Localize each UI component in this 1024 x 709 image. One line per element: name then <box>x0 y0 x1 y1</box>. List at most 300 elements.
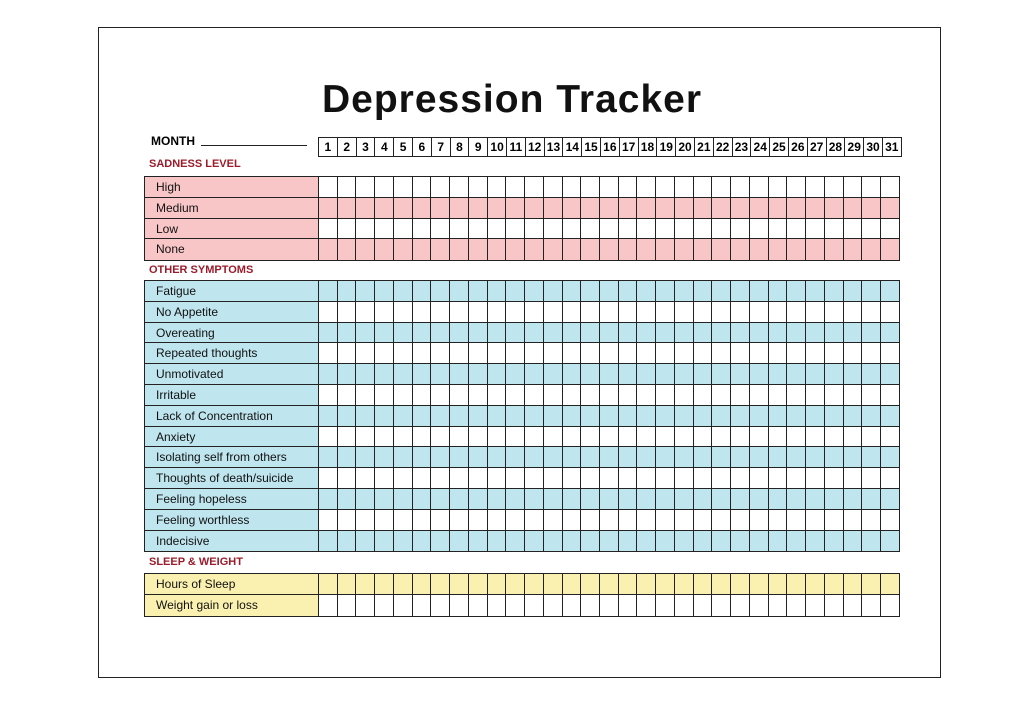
day-cell[interactable] <box>712 239 731 260</box>
day-cell[interactable] <box>413 447 432 467</box>
day-cell[interactable] <box>338 406 357 426</box>
day-cell[interactable] <box>450 406 469 426</box>
day-cell[interactable] <box>694 343 713 363</box>
day-cell[interactable] <box>675 510 694 530</box>
day-cell[interactable] <box>637 281 656 301</box>
day-cell[interactable] <box>656 531 675 552</box>
day-cell[interactable] <box>844 574 863 594</box>
day-cell[interactable] <box>619 574 638 594</box>
day-cell[interactable] <box>431 574 450 594</box>
day-cell[interactable] <box>413 302 432 322</box>
day-cell[interactable] <box>431 281 450 301</box>
day-cell[interactable] <box>825 531 844 552</box>
day-cell[interactable] <box>600 574 619 594</box>
day-cell[interactable] <box>806 364 825 384</box>
day-cell[interactable] <box>787 531 806 552</box>
day-cell[interactable] <box>712 302 731 322</box>
day-cell[interactable] <box>769 281 788 301</box>
day-cell[interactable] <box>525 177 544 197</box>
day-cell[interactable] <box>825 510 844 530</box>
day-cell[interactable] <box>394 323 413 343</box>
day-cell[interactable] <box>844 427 863 447</box>
day-cell[interactable] <box>637 198 656 218</box>
day-cell[interactable] <box>600 343 619 363</box>
day-cell[interactable] <box>525 447 544 467</box>
day-cell[interactable] <box>319 406 338 426</box>
day-cell[interactable] <box>806 510 825 530</box>
day-cell[interactable] <box>862 510 881 530</box>
day-cell[interactable] <box>712 281 731 301</box>
day-cell[interactable] <box>431 239 450 260</box>
day-cell[interactable] <box>844 510 863 530</box>
day-cell[interactable] <box>544 574 563 594</box>
day-cell[interactable] <box>506 281 525 301</box>
day-cell[interactable] <box>469 219 488 239</box>
day-cell[interactable] <box>338 595 357 616</box>
day-cell[interactable] <box>731 447 750 467</box>
day-cell[interactable] <box>844 177 863 197</box>
day-cell[interactable] <box>413 364 432 384</box>
day-cell[interactable] <box>769 595 788 616</box>
day-cell[interactable] <box>769 302 788 322</box>
day-cell[interactable] <box>375 574 394 594</box>
day-cell[interactable] <box>450 302 469 322</box>
day-cell[interactable] <box>563 385 582 405</box>
day-cell[interactable] <box>619 343 638 363</box>
day-cell[interactable] <box>881 323 899 343</box>
day-cell[interactable] <box>319 239 338 260</box>
day-cell[interactable] <box>787 574 806 594</box>
day-cell[interactable] <box>637 239 656 260</box>
day-cell[interactable] <box>544 323 563 343</box>
day-cell[interactable] <box>637 177 656 197</box>
day-cell[interactable] <box>581 574 600 594</box>
day-cell[interactable] <box>712 489 731 509</box>
day-cell[interactable] <box>656 239 675 260</box>
day-cell[interactable] <box>825 385 844 405</box>
day-cell[interactable] <box>375 406 394 426</box>
day-cell[interactable] <box>506 198 525 218</box>
day-cell[interactable] <box>375 595 394 616</box>
day-cell[interactable] <box>544 468 563 488</box>
day-cell[interactable] <box>787 177 806 197</box>
day-cell[interactable] <box>637 468 656 488</box>
day-cell[interactable] <box>600 364 619 384</box>
day-cell[interactable] <box>600 239 619 260</box>
day-cell[interactable] <box>731 427 750 447</box>
day-cell[interactable] <box>731 385 750 405</box>
day-cell[interactable] <box>413 385 432 405</box>
day-cell[interactable] <box>787 447 806 467</box>
day-cell[interactable] <box>675 447 694 467</box>
day-cell[interactable] <box>712 574 731 594</box>
day-cell[interactable] <box>619 281 638 301</box>
day-cell[interactable] <box>694 385 713 405</box>
day-cell[interactable] <box>731 364 750 384</box>
day-cell[interactable] <box>825 198 844 218</box>
day-cell[interactable] <box>619 364 638 384</box>
day-cell[interactable] <box>675 574 694 594</box>
day-cell[interactable] <box>731 510 750 530</box>
day-cell[interactable] <box>356 510 375 530</box>
day-cell[interactable] <box>881 510 899 530</box>
day-cell[interactable] <box>544 595 563 616</box>
day-cell[interactable] <box>881 595 899 616</box>
day-cell[interactable] <box>375 385 394 405</box>
day-cell[interactable] <box>563 239 582 260</box>
day-cell[interactable] <box>356 219 375 239</box>
day-cell[interactable] <box>431 364 450 384</box>
day-cell[interactable] <box>600 489 619 509</box>
day-cell[interactable] <box>488 364 507 384</box>
day-cell[interactable] <box>787 468 806 488</box>
day-cell[interactable] <box>881 385 899 405</box>
day-cell[interactable] <box>862 531 881 552</box>
day-cell[interactable] <box>469 343 488 363</box>
day-cell[interactable] <box>787 219 806 239</box>
day-cell[interactable] <box>750 239 769 260</box>
day-cell[interactable] <box>862 574 881 594</box>
day-cell[interactable] <box>356 574 375 594</box>
day-cell[interactable] <box>450 531 469 552</box>
day-cell[interactable] <box>825 447 844 467</box>
day-cell[interactable] <box>563 198 582 218</box>
day-cell[interactable] <box>450 385 469 405</box>
day-cell[interactable] <box>731 239 750 260</box>
day-cell[interactable] <box>319 323 338 343</box>
day-cell[interactable] <box>656 343 675 363</box>
day-cell[interactable] <box>712 343 731 363</box>
day-cell[interactable] <box>506 468 525 488</box>
day-cell[interactable] <box>862 323 881 343</box>
day-cell[interactable] <box>881 302 899 322</box>
day-cell[interactable] <box>750 510 769 530</box>
day-cell[interactable] <box>806 323 825 343</box>
day-cell[interactable] <box>806 447 825 467</box>
day-cell[interactable] <box>769 574 788 594</box>
day-cell[interactable] <box>506 177 525 197</box>
day-cell[interactable] <box>881 219 899 239</box>
day-cell[interactable] <box>319 531 338 552</box>
day-cell[interactable] <box>675 302 694 322</box>
day-cell[interactable] <box>563 219 582 239</box>
day-cell[interactable] <box>769 427 788 447</box>
day-cell[interactable] <box>544 198 563 218</box>
day-cell[interactable] <box>581 239 600 260</box>
day-cell[interactable] <box>506 406 525 426</box>
day-cell[interactable] <box>563 595 582 616</box>
day-cell[interactable] <box>563 406 582 426</box>
day-cell[interactable] <box>694 219 713 239</box>
day-cell[interactable] <box>600 531 619 552</box>
day-cell[interactable] <box>563 468 582 488</box>
day-cell[interactable] <box>319 574 338 594</box>
day-cell[interactable] <box>825 343 844 363</box>
day-cell[interactable] <box>825 239 844 260</box>
day-cell[interactable] <box>769 239 788 260</box>
day-cell[interactable] <box>544 489 563 509</box>
day-cell[interactable] <box>544 177 563 197</box>
day-cell[interactable] <box>881 468 899 488</box>
day-cell[interactable] <box>862 239 881 260</box>
day-cell[interactable] <box>694 574 713 594</box>
day-cell[interactable] <box>394 406 413 426</box>
day-cell[interactable] <box>787 510 806 530</box>
day-cell[interactable] <box>469 510 488 530</box>
day-cell[interactable] <box>694 323 713 343</box>
day-cell[interactable] <box>338 574 357 594</box>
day-cell[interactable] <box>488 531 507 552</box>
day-cell[interactable] <box>712 198 731 218</box>
day-cell[interactable] <box>806 531 825 552</box>
day-cell[interactable] <box>488 343 507 363</box>
day-cell[interactable] <box>356 406 375 426</box>
day-cell[interactable] <box>563 447 582 467</box>
day-cell[interactable] <box>338 427 357 447</box>
day-cell[interactable] <box>825 302 844 322</box>
day-cell[interactable] <box>750 343 769 363</box>
day-cell[interactable] <box>488 385 507 405</box>
day-cell[interactable] <box>675 364 694 384</box>
day-cell[interactable] <box>581 323 600 343</box>
day-cell[interactable] <box>544 219 563 239</box>
day-cell[interactable] <box>506 323 525 343</box>
day-cell[interactable] <box>563 343 582 363</box>
day-cell[interactable] <box>619 323 638 343</box>
day-cell[interactable] <box>750 385 769 405</box>
day-cell[interactable] <box>338 177 357 197</box>
day-cell[interactable] <box>619 302 638 322</box>
day-cell[interactable] <box>881 531 899 552</box>
day-cell[interactable] <box>581 406 600 426</box>
day-cell[interactable] <box>431 385 450 405</box>
day-cell[interactable] <box>712 364 731 384</box>
day-cell[interactable] <box>394 510 413 530</box>
day-cell[interactable] <box>525 427 544 447</box>
day-cell[interactable] <box>469 198 488 218</box>
day-cell[interactable] <box>394 531 413 552</box>
day-cell[interactable] <box>806 198 825 218</box>
day-cell[interactable] <box>469 531 488 552</box>
day-cell[interactable] <box>338 531 357 552</box>
day-cell[interactable] <box>862 198 881 218</box>
day-cell[interactable] <box>319 385 338 405</box>
day-cell[interactable] <box>675 489 694 509</box>
day-cell[interactable] <box>450 198 469 218</box>
day-cell[interactable] <box>600 219 619 239</box>
day-cell[interactable] <box>356 468 375 488</box>
day-cell[interactable] <box>637 385 656 405</box>
day-cell[interactable] <box>544 364 563 384</box>
day-cell[interactable] <box>506 447 525 467</box>
day-cell[interactable] <box>581 385 600 405</box>
day-cell[interactable] <box>881 406 899 426</box>
day-cell[interactable] <box>656 489 675 509</box>
day-cell[interactable] <box>862 219 881 239</box>
day-cell[interactable] <box>563 510 582 530</box>
day-cell[interactable] <box>506 343 525 363</box>
day-cell[interactable] <box>675 198 694 218</box>
day-cell[interactable] <box>637 531 656 552</box>
day-cell[interactable] <box>675 219 694 239</box>
day-cell[interactable] <box>637 343 656 363</box>
day-cell[interactable] <box>806 302 825 322</box>
day-cell[interactable] <box>806 427 825 447</box>
day-cell[interactable] <box>375 219 394 239</box>
day-cell[interactable] <box>600 447 619 467</box>
day-cell[interactable] <box>637 219 656 239</box>
day-cell[interactable] <box>694 531 713 552</box>
day-cell[interactable] <box>825 281 844 301</box>
day-cell[interactable] <box>637 595 656 616</box>
day-cell[interactable] <box>431 468 450 488</box>
day-cell[interactable] <box>469 489 488 509</box>
day-cell[interactable] <box>806 239 825 260</box>
day-cell[interactable] <box>544 427 563 447</box>
day-cell[interactable] <box>319 343 338 363</box>
day-cell[interactable] <box>862 489 881 509</box>
day-cell[interactable] <box>769 343 788 363</box>
day-cell[interactable] <box>394 302 413 322</box>
day-cell[interactable] <box>619 595 638 616</box>
day-cell[interactable] <box>769 385 788 405</box>
day-cell[interactable] <box>637 489 656 509</box>
day-cell[interactable] <box>525 385 544 405</box>
day-cell[interactable] <box>356 281 375 301</box>
day-cell[interactable] <box>731 198 750 218</box>
day-cell[interactable] <box>319 468 338 488</box>
day-cell[interactable] <box>544 343 563 363</box>
day-cell[interactable] <box>825 427 844 447</box>
day-cell[interactable] <box>431 323 450 343</box>
day-cell[interactable] <box>825 595 844 616</box>
day-cell[interactable] <box>619 468 638 488</box>
day-cell[interactable] <box>431 595 450 616</box>
day-cell[interactable] <box>394 177 413 197</box>
day-cell[interactable] <box>844 343 863 363</box>
day-cell[interactable] <box>413 177 432 197</box>
day-cell[interactable] <box>338 323 357 343</box>
day-cell[interactable] <box>881 239 899 260</box>
day-cell[interactable] <box>844 281 863 301</box>
day-cell[interactable] <box>769 510 788 530</box>
day-cell[interactable] <box>544 406 563 426</box>
day-cell[interactable] <box>319 219 338 239</box>
day-cell[interactable] <box>488 302 507 322</box>
day-cell[interactable] <box>338 281 357 301</box>
day-cell[interactable] <box>431 447 450 467</box>
day-cell[interactable] <box>787 239 806 260</box>
day-cell[interactable] <box>787 595 806 616</box>
day-cell[interactable] <box>375 281 394 301</box>
day-cell[interactable] <box>356 385 375 405</box>
day-cell[interactable] <box>712 447 731 467</box>
day-cell[interactable] <box>525 343 544 363</box>
day-cell[interactable] <box>844 447 863 467</box>
day-cell[interactable] <box>787 198 806 218</box>
day-cell[interactable] <box>394 468 413 488</box>
day-cell[interactable] <box>712 219 731 239</box>
day-cell[interactable] <box>431 427 450 447</box>
day-cell[interactable] <box>488 323 507 343</box>
day-cell[interactable] <box>694 468 713 488</box>
day-cell[interactable] <box>394 427 413 447</box>
day-cell[interactable] <box>581 343 600 363</box>
day-cell[interactable] <box>469 177 488 197</box>
day-cell[interactable] <box>450 219 469 239</box>
day-cell[interactable] <box>844 531 863 552</box>
month-input-line[interactable] <box>201 145 307 146</box>
day-cell[interactable] <box>862 177 881 197</box>
day-cell[interactable] <box>319 302 338 322</box>
day-cell[interactable] <box>750 406 769 426</box>
day-cell[interactable] <box>581 468 600 488</box>
day-cell[interactable] <box>675 343 694 363</box>
day-cell[interactable] <box>656 574 675 594</box>
day-cell[interactable] <box>787 427 806 447</box>
day-cell[interactable] <box>506 531 525 552</box>
day-cell[interactable] <box>656 447 675 467</box>
day-cell[interactable] <box>712 531 731 552</box>
day-cell[interactable] <box>450 510 469 530</box>
day-cell[interactable] <box>338 468 357 488</box>
day-cell[interactable] <box>413 406 432 426</box>
day-cell[interactable] <box>356 323 375 343</box>
day-cell[interactable] <box>525 364 544 384</box>
day-cell[interactable] <box>694 198 713 218</box>
day-cell[interactable] <box>488 427 507 447</box>
day-cell[interactable] <box>656 302 675 322</box>
day-cell[interactable] <box>450 281 469 301</box>
day-cell[interactable] <box>619 427 638 447</box>
day-cell[interactable] <box>675 406 694 426</box>
day-cell[interactable] <box>488 177 507 197</box>
day-cell[interactable] <box>769 531 788 552</box>
day-cell[interactable] <box>338 447 357 467</box>
day-cell[interactable] <box>413 595 432 616</box>
day-cell[interactable] <box>338 198 357 218</box>
day-cell[interactable] <box>450 323 469 343</box>
day-cell[interactable] <box>750 177 769 197</box>
day-cell[interactable] <box>787 406 806 426</box>
day-cell[interactable] <box>469 239 488 260</box>
day-cell[interactable] <box>881 198 899 218</box>
day-cell[interactable] <box>581 427 600 447</box>
day-cell[interactable] <box>525 302 544 322</box>
day-cell[interactable] <box>750 281 769 301</box>
day-cell[interactable] <box>619 198 638 218</box>
day-cell[interactable] <box>694 177 713 197</box>
day-cell[interactable] <box>862 468 881 488</box>
day-cell[interactable] <box>488 406 507 426</box>
day-cell[interactable] <box>750 198 769 218</box>
day-cell[interactable] <box>731 406 750 426</box>
day-cell[interactable] <box>581 510 600 530</box>
day-cell[interactable] <box>675 595 694 616</box>
day-cell[interactable] <box>750 219 769 239</box>
day-cell[interactable] <box>413 510 432 530</box>
day-cell[interactable] <box>356 343 375 363</box>
day-cell[interactable] <box>750 427 769 447</box>
day-cell[interactable] <box>394 489 413 509</box>
day-cell[interactable] <box>469 447 488 467</box>
day-cell[interactable] <box>769 447 788 467</box>
day-cell[interactable] <box>506 489 525 509</box>
day-cell[interactable] <box>881 489 899 509</box>
day-cell[interactable] <box>506 239 525 260</box>
day-cell[interactable] <box>319 489 338 509</box>
day-cell[interactable] <box>375 531 394 552</box>
